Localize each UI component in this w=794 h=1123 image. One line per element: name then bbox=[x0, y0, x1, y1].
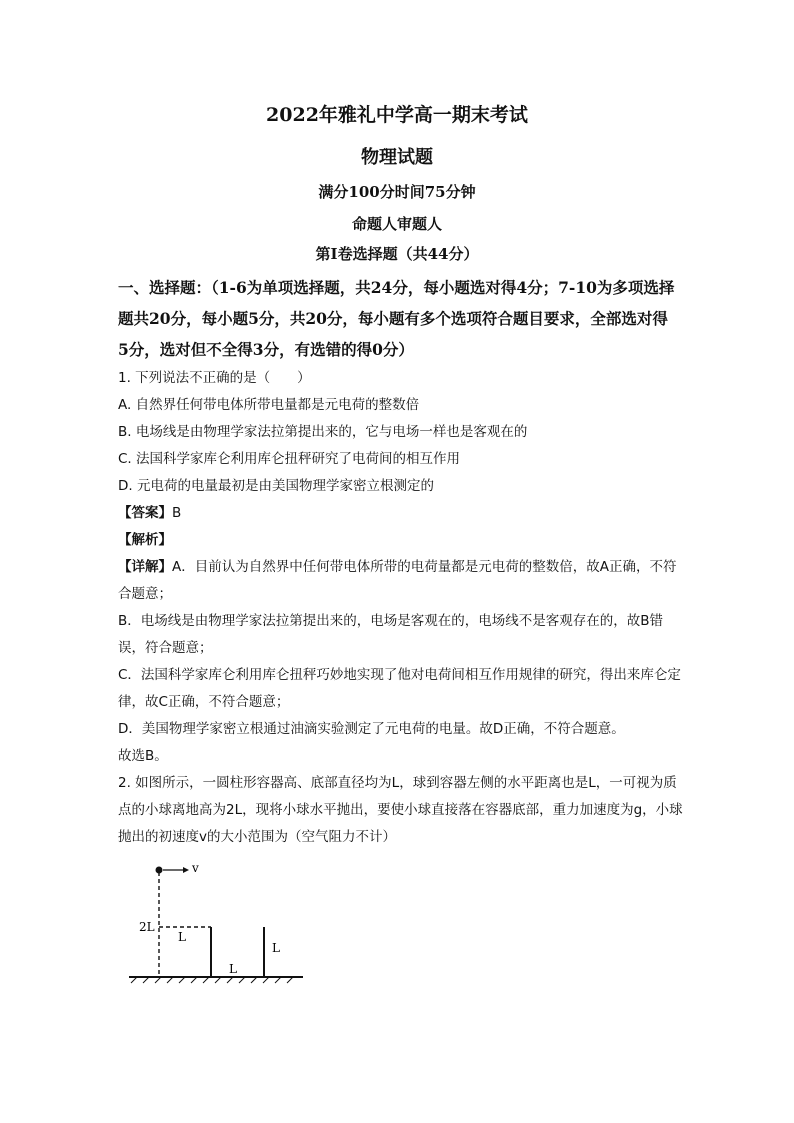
detail-label: 【详解】 bbox=[118, 559, 172, 575]
question-1-stem: 1. 下列说法不正确的是（ ） bbox=[118, 370, 311, 386]
exam-authors: 命题人审题人 bbox=[351, 215, 442, 233]
detail-a bbox=[118, 554, 683, 608]
answer-value: B bbox=[172, 505, 182, 521]
wall-label: L bbox=[272, 941, 280, 955]
question-1 bbox=[118, 365, 683, 851]
option-b: B. 电场线是由物理学家法拉第提出来的，它与电场一样也是客观在的 bbox=[118, 424, 528, 440]
ball bbox=[156, 867, 163, 874]
answer-label: 【答案】 bbox=[118, 505, 172, 521]
subject-title: 物理试题 bbox=[361, 147, 433, 168]
detail-a-text: A．目前认为自然界中任何带电体所带的电荷量都是元电荷的整数倍，故A正确，不符合题意； bbox=[118, 559, 677, 602]
exam-title: 2022年雅礼中学高一期末考试 bbox=[266, 104, 528, 126]
distance-label: L bbox=[178, 930, 186, 944]
option-c: C. 法国科学家库仑利用库仑扭秤研究了电荷间的相互作用 bbox=[118, 451, 461, 467]
option-a: A. 自然界任何带电体所带电量都是元电荷的整数倍 bbox=[118, 397, 420, 413]
conclusion: 故选B。 bbox=[118, 748, 168, 764]
detail-c: C．法国科学家库仑利用库仑扭秤巧妙地实现了他对电荷间相互作用规律的研究，得出来库仑定律，故C正确，不符合题意； bbox=[118, 667, 681, 710]
height-label: 2L bbox=[139, 920, 155, 934]
velocity-arrowhead bbox=[183, 867, 189, 873]
detail-b: B．电场线是由物理学家法拉第提出来的，电场是客观在的，电场线不是客观存在的，故B错误，符合题意； bbox=[118, 613, 664, 656]
answer-line bbox=[118, 500, 683, 527]
projectile-diagram bbox=[125, 850, 315, 985]
detail-d: D．美国物理学家密立根通过油滴实验测定了元电荷的电量。故D正确，不符合题意。 bbox=[118, 721, 625, 737]
part-title: 第Ⅰ卷选择题（共44分） bbox=[315, 245, 479, 263]
section-heading: 一、选择题：（1-6为单项选择题，共24分，每小题选对得4分；7-10为多项选择题共20分，每小题5分，共20分，每小题有多个选项符合题目要求，全部选对得5分，选对但不全得3分，有选错的得0分） bbox=[118, 278, 675, 359]
question-2-stem: 2. 如图所示，一圆柱形容器高、底部直径均为L，球到容器左侧的水平距离也是L，一可视为质点的小球离地高为2L，现将小球水平抛出，要使小球直接落在容器底部，重力加速度为g，小球抛出的初速度v的大小范围为（空气阻力不计） bbox=[118, 775, 683, 845]
exam-meta: 满分100分时间75分钟 bbox=[318, 183, 476, 201]
bottom-label: L bbox=[229, 962, 237, 976]
option-d: D. 元电荷的电量最初是由美国物理学家密立根测定的 bbox=[118, 478, 434, 494]
analysis-label: 【解析】 bbox=[118, 532, 172, 548]
velocity-label: v bbox=[192, 861, 199, 875]
